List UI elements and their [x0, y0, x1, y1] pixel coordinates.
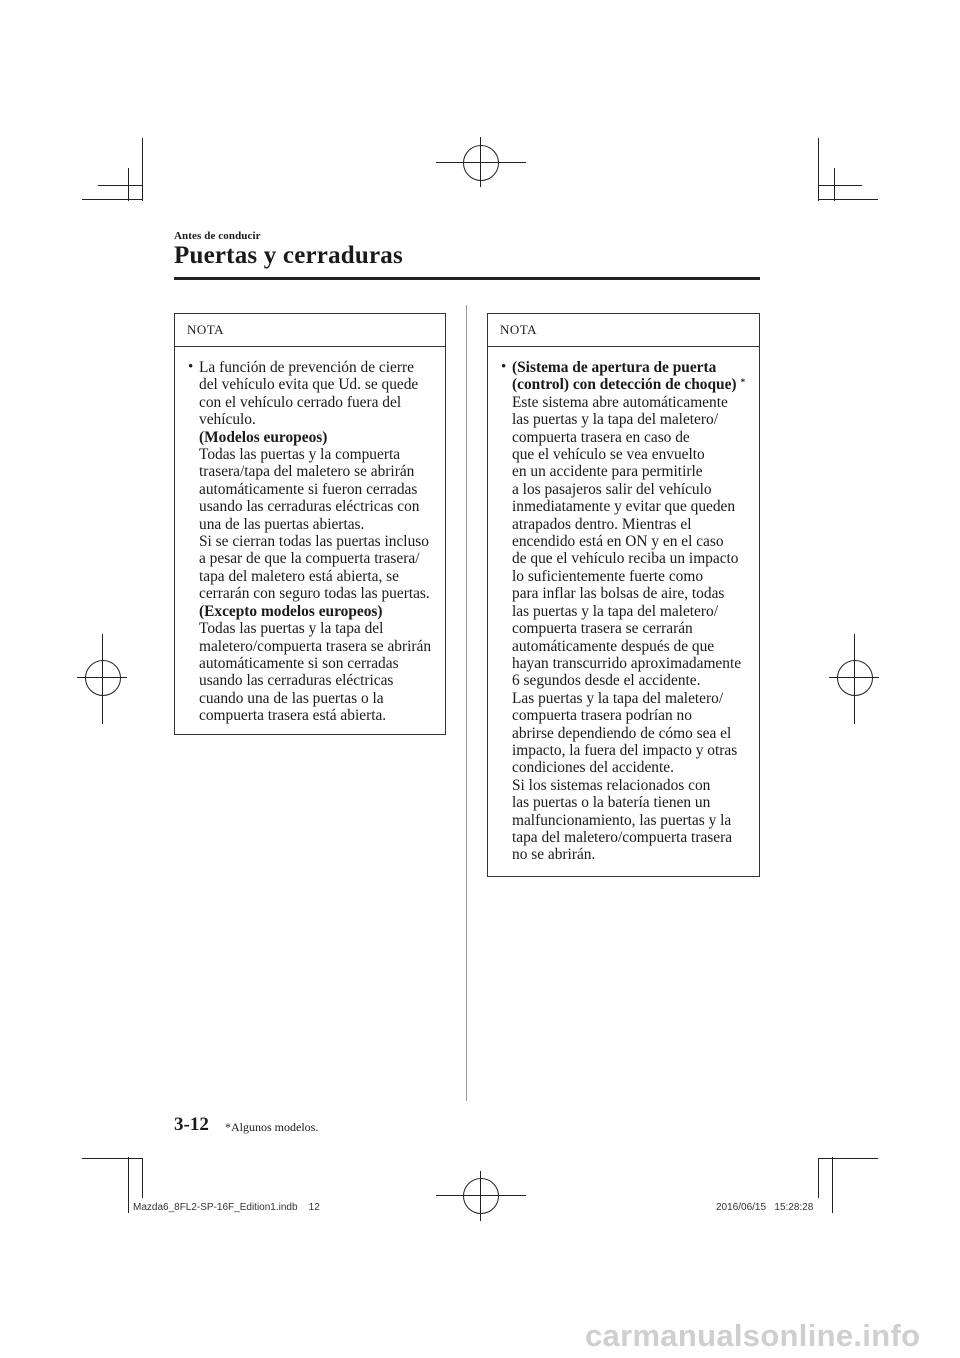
note-line-text: hayan transcurrido aproximadamente: [512, 654, 742, 672]
note-line: [199, 638, 441, 655]
note-line: [512, 707, 755, 724]
note-line: [512, 411, 755, 428]
note-line-text: de que el vehículo reciba un impacto: [512, 550, 739, 568]
note-heading: NOTA: [488, 314, 759, 347]
note-line: [512, 620, 755, 637]
note-line: [512, 672, 755, 689]
note-line-text: automáticamente si fueron cerradas: [199, 480, 418, 498]
note-line-text: (Excepto modelos europeos): [199, 602, 383, 620]
note-line: [512, 376, 755, 393]
page-number: 3-12: [174, 1114, 209, 1135]
note-line: [512, 638, 755, 655]
note-line: [199, 376, 441, 393]
note-line-text: (Sistema de apertura de puerta: [512, 359, 717, 376]
note-line-text: las puertas y la tapa del maletero/: [512, 602, 718, 620]
note-line: [512, 794, 755, 811]
note-line-text: una de las puertas abiertas.: [199, 515, 365, 533]
note-line-text: (control) con detección de choque): [512, 376, 737, 394]
note-line-text: compuerta trasera en caso de: [512, 428, 690, 446]
note-line-text: Las puertas y la tapa del maletero/: [512, 689, 724, 707]
note-body: [175, 347, 445, 725]
note-line: [199, 446, 441, 463]
note-line-text: maletero/compuerta trasera se abrirán: [199, 637, 432, 655]
note-line: [199, 620, 441, 637]
note-line: [199, 655, 441, 672]
note-line: [512, 603, 755, 620]
footnote-star: *: [740, 377, 746, 388]
column-divider: [466, 305, 467, 1101]
note-line: [199, 394, 441, 411]
note-line: [199, 516, 441, 533]
note-line-text: Si los sistemas relacionados con: [512, 776, 711, 794]
page-title: Puertas y cerraduras: [174, 242, 403, 269]
note-line-text: impacto, la fuera del impacto y otras: [512, 741, 738, 759]
note-line: [512, 359, 755, 376]
note-line: [199, 707, 441, 724]
bullet: •: [501, 359, 507, 375]
note-line-text: Si se cierran todas las puertas incluso: [199, 533, 429, 551]
note-line: [199, 672, 441, 689]
note-line-text: compuerta trasera podrían no: [512, 707, 692, 725]
watermark: carmanualsonline.info: [585, 1318, 921, 1353]
note-line: [199, 533, 441, 550]
note-line: [512, 846, 755, 863]
note-line-text: Todas las puertas y la compuerta: [199, 446, 401, 464]
note-line-text: usando las cerraduras eléctricas: [199, 672, 394, 690]
note-box-left: [174, 313, 446, 735]
footnote: *Algunos modelos.: [225, 1120, 319, 1134]
note-line: [512, 481, 755, 498]
note-line-text: las puertas o la batería tienen un: [512, 794, 711, 812]
note-line-text: con el vehículo cerrado fuera del: [199, 393, 402, 411]
note-lines: [512, 359, 755, 864]
note-line: [512, 655, 755, 672]
note-line: [512, 550, 755, 567]
note-line-text: automáticamente después de que: [512, 637, 715, 655]
note-line-text: para inflar las bolsas de aire, todas: [512, 585, 725, 603]
note-line-text: abrirse dependiendo de cómo sea el: [512, 724, 732, 742]
note-line-text: usando las cerraduras eléctricas con: [199, 498, 420, 516]
note-line-text: compuerta trasera está abierta.: [199, 707, 387, 725]
note-line: [512, 812, 755, 829]
note-line-text: automáticamente si son cerradas: [199, 654, 399, 672]
note-line: [512, 498, 755, 515]
note-lines: [199, 359, 441, 725]
note-line-text: no se abrirán.: [512, 846, 596, 864]
section-label: Antes de conducir: [174, 230, 261, 242]
note-line: [512, 463, 755, 480]
note-line-text: lo suficientemente fuerte como: [512, 567, 704, 585]
note-line-text: a pesar de que la compuerta trasera/: [199, 550, 420, 568]
title-rule: [174, 277, 760, 280]
note-line-text: que el vehículo se vea envuelto: [512, 446, 705, 464]
note-line-text: condiciones del accidente.: [512, 759, 674, 777]
note-line-text: trasera/tapa del maletero se abrirán: [199, 463, 415, 481]
note-line: [199, 568, 441, 585]
note-line-text: encendido está en ON y en el caso: [512, 533, 724, 551]
note-line: [199, 481, 441, 498]
note-line-text: atrapados dentro. Mientras el: [512, 515, 692, 533]
note-line-text: cuando una de las puertas o la: [199, 689, 384, 707]
note-line: [512, 568, 755, 585]
print-date: 2016/06/15 15:28:28: [716, 1202, 814, 1213]
note-line: [199, 603, 441, 620]
note-line: [512, 759, 755, 776]
note-line: [512, 429, 755, 446]
note-line: [512, 725, 755, 742]
note-line: [199, 550, 441, 567]
note-line: [512, 742, 755, 759]
note-body: [488, 347, 759, 864]
note-line-text: Todas las puertas y la tapa del: [199, 620, 384, 638]
note-line-text: La función de prevención de cierre: [199, 359, 414, 376]
note-line-text: Este sistema abre automáticamente: [512, 393, 728, 411]
note-line-text: vehículo.: [199, 411, 256, 429]
note-line: [512, 516, 755, 533]
note-line-text: (Modelos europeos): [199, 428, 328, 446]
note-line: [512, 585, 755, 602]
note-line: [512, 690, 755, 707]
note-line-text: inmediatamente y evitar que queden: [512, 498, 736, 516]
note-line: [512, 446, 755, 463]
note-line: [199, 690, 441, 707]
note-line: [199, 411, 441, 428]
note-line-text: del vehículo evita que Ud. se quede: [199, 376, 419, 394]
note-line-text: compuerta trasera se cerrarán: [512, 620, 693, 638]
note-line-text: cerrarán con seguro todas las puertas.: [199, 585, 430, 603]
note-line-text: malfuncionamiento, las puertas y la: [512, 811, 732, 829]
note-heading: NOTA: [175, 314, 445, 347]
note-line-text: tapa del maletero/compuerta trasera: [512, 828, 733, 846]
note-line: [199, 463, 441, 480]
note-line: [199, 359, 441, 376]
note-line-text: 6 segundos desde el accidente.: [512, 672, 701, 690]
bullet: •: [188, 359, 194, 375]
note-line-text: las puertas y la tapa del maletero/: [512, 411, 718, 429]
note-box-right: [487, 313, 760, 877]
note-line: [512, 394, 755, 411]
note-line-text: tapa del maletero está abierta, se: [199, 567, 399, 585]
note-line: [199, 429, 441, 446]
note-line: [512, 777, 755, 794]
note-line: [199, 498, 441, 515]
note-line-text: a los pasajeros salir del vehículo: [512, 480, 712, 498]
note-line-text: en un accidente para permitirle: [512, 463, 703, 481]
note-line: [199, 585, 441, 602]
note-line: [512, 533, 755, 550]
note-line: [512, 829, 755, 846]
print-file-info: Mazda6_8FL2-SP-16F_Edition1.indb 12: [133, 1202, 320, 1213]
